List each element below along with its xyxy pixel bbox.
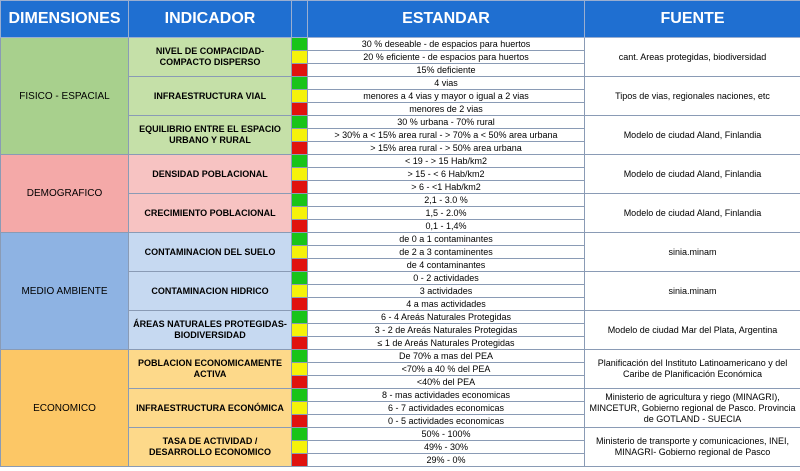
standard-cell: <40% del PEA <box>308 376 585 389</box>
status-red-swatch <box>292 298 308 311</box>
status-green-swatch <box>292 116 308 129</box>
standard-cell: > 15 - < 6 Hab/km2 <box>308 168 585 181</box>
status-yellow-swatch <box>292 402 308 415</box>
standard-cell: 0,1 - 1,4% <box>308 220 585 233</box>
status-red-swatch <box>292 337 308 350</box>
status-yellow-swatch <box>292 441 308 454</box>
indicator-cell: TASA DE ACTIVIDAD / DESARROLLO ECONOMICO <box>129 428 292 467</box>
status-green-swatch <box>292 233 308 246</box>
status-red-swatch <box>292 220 308 233</box>
dimension-cell: MEDIO AMBIENTE <box>1 233 129 350</box>
status-green-swatch <box>292 389 308 402</box>
header-indicador: INDICADOR <box>129 1 292 38</box>
header-fuente: FUENTE <box>585 1 800 38</box>
status-green-swatch <box>292 350 308 363</box>
standard-cell: 50% - 100% <box>308 428 585 441</box>
source-cell: sinia.minam <box>585 272 800 311</box>
standard-cell: de 0 a 1 contaminantes <box>308 233 585 246</box>
indicator-cell: CONTAMINACION DEL SUELO <box>129 233 292 272</box>
status-green-swatch <box>292 272 308 285</box>
source-cell: Modelo de ciudad Aland, Finlandia <box>585 155 800 194</box>
table-row <box>1 350 800 363</box>
source-cell: cant. Areas protegidas, biodiversidad <box>585 38 800 77</box>
indicator-cell: NIVEL DE COMPACIDAD-COMPACTO DISPERSO <box>129 38 292 77</box>
source-cell: Modelo de ciudad Aland, Finlandia <box>585 194 800 233</box>
source-cell: Modelo de ciudad Aland, Finlandia <box>585 116 800 155</box>
source-cell: Tipos de vias, regionales naciones, etc <box>585 77 800 116</box>
header-estandar: ESTANDAR <box>308 1 585 38</box>
standard-cell: 30 % deseable - de espacios para huertos <box>308 38 585 51</box>
header-row <box>1 1 800 38</box>
source-cell: Modelo de ciudad Mar del Plata, Argentina <box>585 311 800 350</box>
standard-cell: de 4 contaminantes <box>308 259 585 272</box>
standard-cell: > 15% area rural - > 50% area urbana <box>308 142 585 155</box>
status-red-swatch <box>292 415 308 428</box>
status-yellow-swatch <box>292 285 308 298</box>
status-red-swatch <box>292 103 308 116</box>
header-dimensiones: DIMENSIONES <box>1 1 129 38</box>
status-red-swatch <box>292 181 308 194</box>
header-swatch <box>292 1 308 38</box>
status-yellow-swatch <box>292 168 308 181</box>
standard-cell: > 6 - <1 Hab/km2 <box>308 181 585 194</box>
standard-cell: 6 - 7 actividades economicas <box>308 402 585 415</box>
standard-cell: 20 % eficiente - de espacios para huertos <box>308 51 585 64</box>
standard-cell: 3 - 2 de Areás Naturales Protegidas <box>308 324 585 337</box>
standard-cell: 4 vias <box>308 77 585 90</box>
standard-cell: De 70% a mas del PEA <box>308 350 585 363</box>
indicator-cell: INFRAESTRUCTURA ECONÓMICA <box>129 389 292 428</box>
source-cell: Ministerio de agricultura y riego (MINAGRI), MINCETUR, Gobierno regional de Pasco. Provincia de GOTLAND - SUECIA <box>585 389 800 428</box>
table-row <box>1 233 800 246</box>
status-green-swatch <box>292 428 308 441</box>
status-yellow-swatch <box>292 207 308 220</box>
status-yellow-swatch <box>292 246 308 259</box>
indicator-cell: EQUILIBRIO ENTRE EL ESPACIO URBANO Y RURAL <box>129 116 292 155</box>
standard-cell: > 30% a < 15% area rural - > 70% a < 50% area urbana <box>308 129 585 142</box>
status-yellow-swatch <box>292 363 308 376</box>
standard-cell: 29% - 0% <box>308 454 585 467</box>
standard-cell: 2,1 - 3.0 % <box>308 194 585 207</box>
status-green-swatch <box>292 38 308 51</box>
standard-cell: menores a 4 vias y mayor o igual a 2 vias <box>308 90 585 103</box>
status-yellow-swatch <box>292 324 308 337</box>
standard-cell: 0 - 5 actividades economicas <box>308 415 585 428</box>
standard-cell: 8 - mas actividades economicas <box>308 389 585 402</box>
standard-cell: <70% a 40 % del PEA <box>308 363 585 376</box>
source-cell: Ministerio de transporte y comunicaciones, INEI, MINAGRI- Gobierno regional de Pasco <box>585 428 800 467</box>
status-green-swatch <box>292 194 308 207</box>
dimension-cell: ECONOMICO <box>1 350 129 467</box>
status-red-swatch <box>292 142 308 155</box>
table-row <box>1 38 800 51</box>
source-cell: sinia.minam <box>585 233 800 272</box>
status-yellow-swatch <box>292 90 308 103</box>
status-green-swatch <box>292 311 308 324</box>
standard-cell: 6 - 4 Areás Naturales Protegidas <box>308 311 585 324</box>
indicator-cell: INFRAESTRUCTURA VIAL <box>129 77 292 116</box>
status-green-swatch <box>292 77 308 90</box>
standard-cell: 4 a mas actividades <box>308 298 585 311</box>
status-red-swatch <box>292 64 308 77</box>
status-yellow-swatch <box>292 129 308 142</box>
indicator-cell: CRECIMIENTO POBLACIONAL <box>129 194 292 233</box>
status-green-swatch <box>292 155 308 168</box>
standard-cell: ≤ 1 de Areás Naturales Protegidas <box>308 337 585 350</box>
source-cell: Planificación del Instituto Latinoamericano y del Caribe de Planificación Económica <box>585 350 800 389</box>
status-red-swatch <box>292 454 308 467</box>
indicator-cell: ÁREAS NATURALES PROTEGIDAS- BIODIVERSIDAD <box>129 311 292 350</box>
table-row <box>1 155 800 168</box>
status-red-swatch <box>292 376 308 389</box>
standard-cell: 15% deficiente <box>308 64 585 77</box>
indicator-cell: CONTAMINACION HIDRICO <box>129 272 292 311</box>
standard-cell: 49% - 30% <box>308 441 585 454</box>
standard-cell: 30 % urbana - 70% rural <box>308 116 585 129</box>
dimension-cell: DEMOGRAFICO <box>1 155 129 233</box>
dimension-cell: FISICO - ESPACIAL <box>1 38 129 155</box>
standard-cell: menores de 2 vias <box>308 103 585 116</box>
status-yellow-swatch <box>292 51 308 64</box>
standard-cell: 0 - 2 actividades <box>308 272 585 285</box>
indicator-cell: POBLACION ECONOMICAMENTE ACTIVA <box>129 350 292 389</box>
status-red-swatch <box>292 259 308 272</box>
standard-cell: < 19 - > 15 Hab/km2 <box>308 155 585 168</box>
indicator-cell: DENSIDAD POBLACIONAL <box>129 155 292 194</box>
standard-cell: de 2 a 3 contaminentes <box>308 246 585 259</box>
standard-cell: 1,5 - 2.0% <box>308 207 585 220</box>
standard-cell: 3 actividades <box>308 285 585 298</box>
